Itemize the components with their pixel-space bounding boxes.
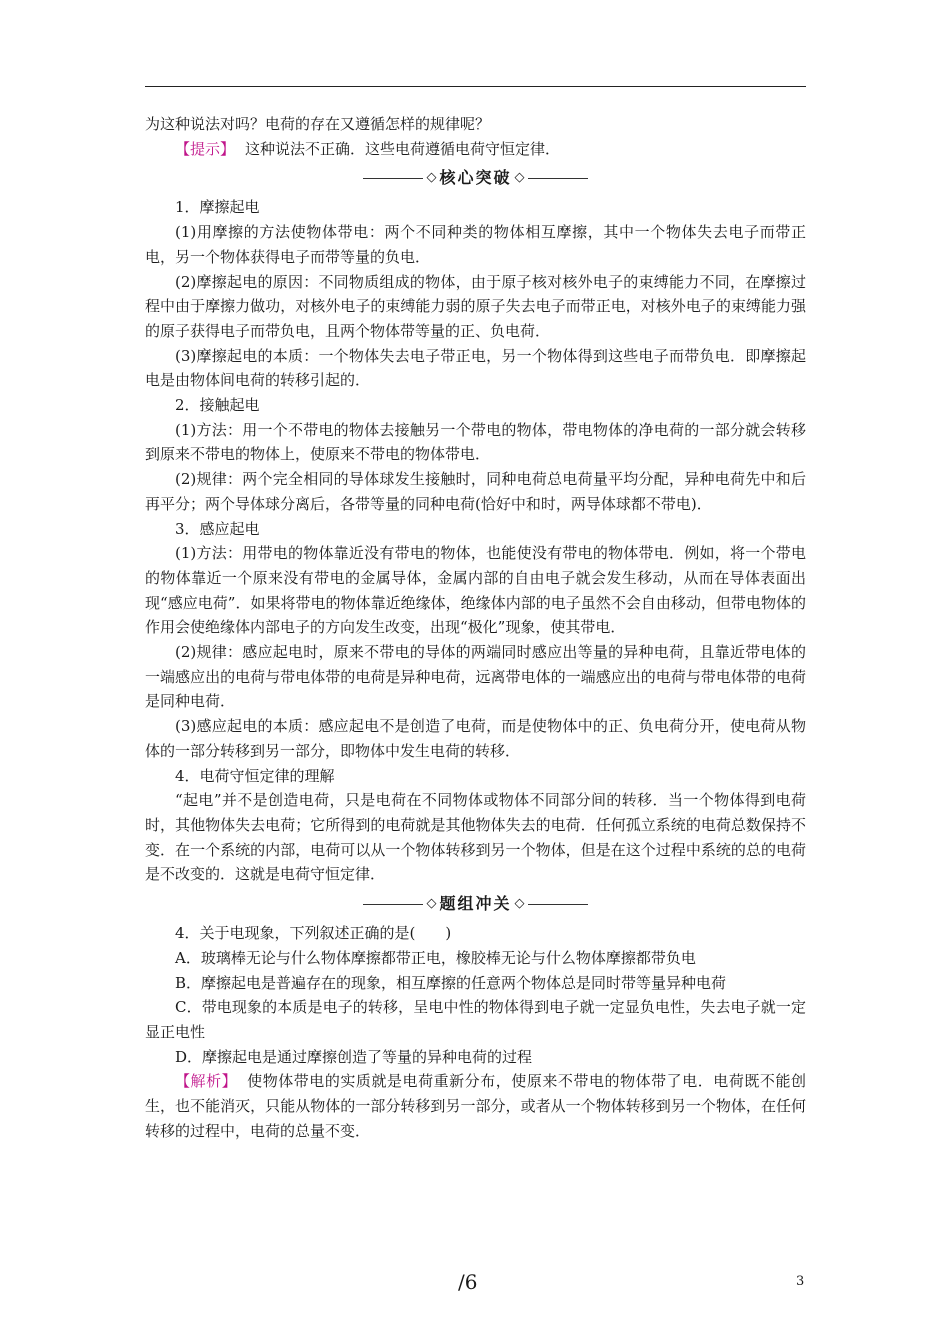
section-line-right (528, 904, 588, 905)
question-stem: 4．关于电现象，下列叙述正确的是( ) (175, 924, 452, 943)
section-line-left (363, 904, 423, 905)
question-option-a: A．玻璃棒无论与什么物体摩擦都带正电，橡胶棒无论与什么物体摩擦都带负电 (175, 948, 696, 967)
heading-friction: 1．摩擦起电 (175, 198, 260, 217)
paragraph: (2)规律：感应起电时，原来不带电的导体的两端同时感应出等量的异种电荷，且靠近带电体的一端感应出的电荷与带电体带的电荷是异种电荷，远离带电体的一端感应出的电荷与带电体带的电荷是同种电荷． (145, 643, 806, 711)
hint-paragraph (145, 137, 806, 162)
section-line-right (528, 178, 588, 179)
paragraph: (1)用摩擦的方法使物体带电：两个不同种类的物体相互摩擦，其中一个物体失去电子而带正电，另一个物体获得电子而带等量的负电． (145, 223, 806, 266)
heading-contact: 2．接触起电 (175, 396, 260, 415)
diamond-icon: ◇ (426, 895, 437, 911)
section-title: 题组冲关 (439, 893, 512, 913)
header-rule (145, 86, 806, 87)
heading-induction: 3．感应起电 (175, 519, 260, 538)
hint-text: 这种说法不正确．这些电荷遵循电荷守恒定律． (245, 139, 561, 158)
hint-tag: 【提示】 (175, 139, 236, 158)
intro-line: 为这种说法对吗？电荷的存在又遵循怎样的规律呢？ (145, 115, 491, 133)
question-option-d: D．摩擦起电是通过摩擦创造了等量的异种电荷的过程 (175, 1047, 533, 1066)
diamond-icon: ◇ (514, 170, 525, 186)
heading-conservation: 4．电荷守恒定律的理解 (175, 766, 335, 785)
paragraph: (2)摩擦起电的原因：不同物质组成的物体，由于原子核对核外电子的束缚能力不同，在摩擦过程中由于摩擦力做功，对核外电子的束缚能力弱的原子失去电子而带正电，对核外电子的束缚能力强的原子获得电子而带负电，且两个物体带等量的正、负电荷． (145, 272, 806, 340)
analysis-text: 使物体带电的实质就是电荷重新分布，使原来不带电的物体带了电．电荷既不能创生，也不能消灭，只能从物体的一部分转移到另一部分，或者从一个物体转移到另一个物体，在任何转移的过程中，电荷的总量不变． (145, 1072, 806, 1140)
section-title: 核心突破 (439, 168, 512, 188)
section-line-left (363, 178, 423, 179)
document-body (145, 112, 806, 1143)
question-option-b: B．摩擦起电是普遍存在的现象，相互摩擦的任意两个物体总是同时带等量异种电荷 (175, 973, 727, 992)
analysis-paragraph (145, 1069, 806, 1143)
paragraph: (3)感应起电的本质：感应起电不是创造了电荷，而是使物体中的正、负电荷分开，使电荷从物体的一部分转移到另一部分，即物体中发生电荷的转移． (145, 717, 806, 760)
paragraph: “起电”并不是创造电荷，只是电荷在不同物体或物体不同部分间的转移．当一个物体得到电荷时，其他物体失去电荷；它所得到的电荷就是其他物体失去的电荷．任何孤立系统的电荷总数保持不变．在一个系统的内部，电荷可以从一个物体转移到另一个物体，但是在这个过程中系统的总的电荷是不改变的．这就是电荷守恒定律． (145, 791, 806, 884)
diamond-icon: ◇ (514, 895, 525, 911)
paragraph: (1)方法：用一个不带电的物体去接触另一个带电的物体，带电物体的净电荷的一部分就会转移到原来不带电的物体上，使原来不带电的物体带电． (145, 420, 806, 464)
question-option-c: C．带电现象的本质是电子的转移，呈电中性的物体得到电子就一定显负电性，失去电子就一定显正电性 (145, 998, 806, 1041)
paragraph: (3)摩擦起电的本质：一个物体失去电子带正电，另一个物体得到这些电子而带负电．即摩擦起电是由物体间电荷的转移引起的． (145, 346, 806, 390)
analysis-tag: 【解析】 (175, 1072, 238, 1091)
section-header-practice (145, 887, 806, 921)
page-total: /6 (458, 1270, 478, 1294)
page-number: 3 (796, 1274, 805, 1289)
paragraph: (1)方法：用带电的物体靠近没有带电的物体，也能使没有带电的物体带电．例如，将一个带电的物体靠近一个原来没有带电的金属导体，金属内部的自由电子就会发生移动，从而在导体表面出现“感应电荷”．如果将带电的物体靠近绝缘体，绝缘体内部的电子虽然不会自由移动，但带电物体的作用会使绝缘体内部电子的方向发生改变，出现“极化”现象，使其带电． (145, 544, 806, 637)
section-header-core (145, 161, 806, 195)
paragraph: (2)规律：两个完全相同的导体球发生接触时，同种电荷总电荷量平均分配，异种电荷先中和后再平分；两个导体球分离后，各带等量的同种电荷(恰好中和时，两导体球都不带电)． (145, 470, 806, 513)
diamond-icon: ◇ (426, 170, 437, 186)
